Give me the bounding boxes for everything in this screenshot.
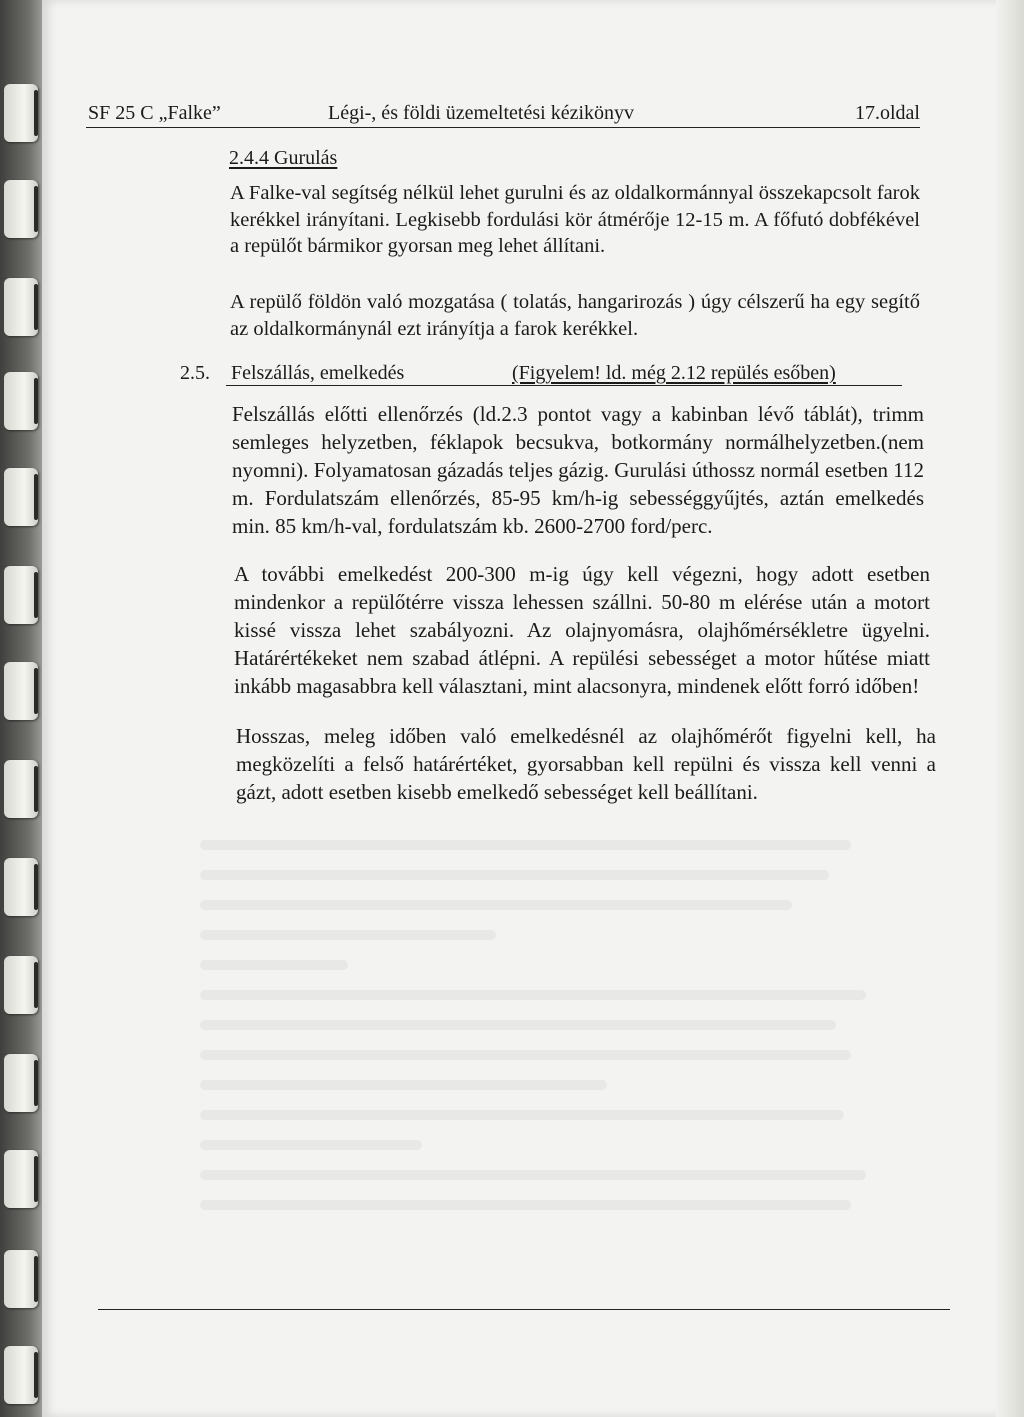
punch-hole <box>34 284 38 330</box>
page-header <box>88 98 920 128</box>
punch-hole <box>34 186 38 232</box>
page-edge <box>996 0 1024 1417</box>
header-manual-title: Légi-, és földi üzemeltetési kézikönyv <box>328 102 635 124</box>
binding-ring <box>4 662 38 720</box>
binding-ring <box>4 566 38 624</box>
bleed-through-text <box>200 840 940 1260</box>
section-25-paragraph: Hosszas, meleg időben való emelkedésnél az olajhőmérőt figyelni kell, ha megközelíti a felső határértéket, gyorsabban kell repülni és vissza kell venni a gázt, adott esetben kisebb emelkedő sebességet kell beállítani. <box>236 724 936 804</box>
punch-hole <box>34 1156 38 1202</box>
section-244-paragraph: A Falke-val segítség nélkül lehet gurulni és az oldalkormánnyal összekapcsolt farok kerékkel irányítani. Legkisebb fordulási kör átmérője 12-15 m. A főfutó dobfékével a repülőt bármikor gyorsan meg lehet állítani. <box>230 182 920 258</box>
binding-ring <box>4 858 38 916</box>
punch-hole <box>34 668 38 714</box>
punch-hole <box>34 572 38 618</box>
punch-hole <box>34 1060 38 1106</box>
section-25-note: (Figyelem! ld. még 2.12 repülés esőben) <box>512 362 836 384</box>
binding-ring <box>4 372 38 430</box>
section-25-paragraph: A további emelkedést 200-300 m-ig úgy kell végezni, hogy adott esetben mindenkor a repülőtérre vissza lehessen szállni. 50-80 m elérése után a motort kissé vissza lehet szabályozni. Az olajnyomásra, olajhőmérsékletre ügyelni. Határértékeket nem szabad átlépni. A repülési sebességet a motor hűtése miatt inkább magasabbra kell választani, mint alacsonyra, mindenek előtt forró időben! <box>234 562 930 698</box>
section-25-title: Felszállás, emelkedés <box>231 362 405 384</box>
section-25-number: 2.5. <box>180 362 210 384</box>
punch-hole <box>34 1352 38 1398</box>
section-244-paragraph: A repülő földön való mozgatása ( tolatás, hangarirozás ) úgy célszerű ha egy segítő az oldalkormánynál ezt irányítja a farok kerékkel. <box>230 291 920 340</box>
header-page-number: 17.oldal <box>855 102 920 124</box>
binding-ring <box>4 278 38 336</box>
binding-ring <box>4 760 38 818</box>
section-25-paragraph: Felszállás előtti ellenőrzés (ld.2.3 pontot vagy a kabinban lévő táblát), trimm semleges helyzetben, féklapok becsukva, botkormány normálhelyzetben.(nem nyomni). Folyamatosan gázadás teljes gázig. Gurulási úthossz normál esetben 112 m. Fordulatszám ellenőrzés, 85-95 km/h-ig sebességgyűjtés, aztán emelkedés min. 85 km/h-val, fordulatszám kb. 2600-2700 ford/perc. <box>232 402 924 538</box>
binding-ring <box>4 1054 38 1112</box>
punch-hole <box>34 962 38 1008</box>
header-rule <box>86 127 920 128</box>
punch-hole <box>34 864 38 910</box>
section-244-title: 2.4.4 Gurulás <box>229 147 338 169</box>
header-aircraft: SF 25 C „Falke” <box>88 102 221 124</box>
binding-ring <box>4 1250 38 1308</box>
binding-ring <box>4 468 38 526</box>
footer-rule <box>98 1309 950 1310</box>
punch-hole <box>34 90 38 136</box>
binding-ring <box>4 1346 38 1404</box>
binding-ring <box>4 1150 38 1208</box>
binding-ring <box>4 180 38 238</box>
section-25-rule <box>226 385 902 386</box>
punch-hole <box>34 474 38 520</box>
punch-hole <box>34 766 38 812</box>
punch-hole <box>34 1256 38 1302</box>
binding-ring <box>4 956 38 1014</box>
punch-hole <box>34 378 38 424</box>
binding-ring <box>4 84 38 142</box>
